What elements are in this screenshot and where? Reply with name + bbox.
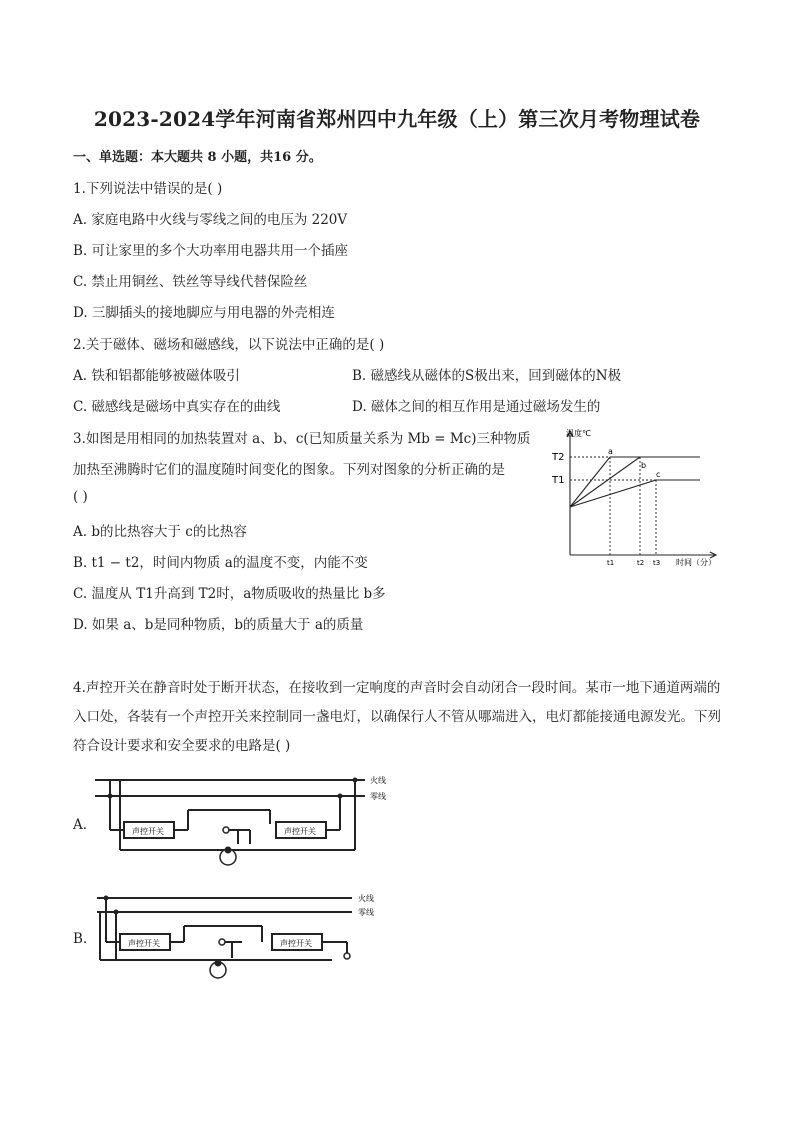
q4-stem: 4.声控开关在静音时处于断开状态，在接收到一定响度的声音时会自动闭合一段时间。某市一地下通道两端的入口处，各装有一个声控开关来控制同一盏电灯，以确保行人不管从哪端进入，电灯都能接通电源发光。下列符合设计要求和安全要求的电路是( ) [73, 680, 721, 754]
graph-t2-label: T2 [552, 452, 565, 463]
graph-x-label: 时间（分） [676, 558, 716, 567]
switch-2-label: 声控开关 [280, 939, 312, 948]
q3-option-a[interactable]: A. b的比热容大于 c的比热容 [73, 524, 247, 540]
neutral-wire-label: 零线 [370, 792, 386, 801]
live-wire-label: 火线 [358, 894, 374, 903]
q2-option-b[interactable]: B. 磁感线从磁体的S极出来，回到磁体的N极 [352, 368, 622, 384]
graph-line-a [570, 457, 610, 507]
q2-option-d[interactable]: D. 磁体之间的相互作用是通过磁场发生的 [352, 399, 601, 415]
q2-option-a[interactable]: A. 铁和铝都能够被磁体吸引 [73, 368, 240, 384]
section-heading: 一、单选题：本大题共 8 小题，共16 分。 [73, 150, 322, 165]
neutral-wire-label: 零线 [358, 908, 374, 917]
q1-option-a[interactable]: A. 家庭电路中火线与零线之间的电压为 220V [73, 212, 348, 228]
live-wire-label: 火线 [370, 776, 386, 785]
graph-line-c [570, 480, 656, 507]
q3-option-d[interactable]: D. 如果 a、b是同种物质，b的质量大于 a的质量 [73, 617, 364, 633]
q3-stem-line2: 加热至沸腾时它们的温度随时间变化的图象。下列对图象的分析正确的是 [73, 462, 505, 478]
graph-line-b [570, 457, 640, 507]
q4-option-b-label[interactable]: B. [73, 931, 88, 947]
q4-option-a-label[interactable]: A. [73, 817, 88, 833]
graph-c-label: c [656, 470, 661, 479]
graph-x1-label: t1 [607, 559, 615, 567]
graph-a-label: a [608, 447, 613, 456]
circuit-diagram-b[interactable] [92, 890, 392, 985]
graph-x2-label: t2 [637, 559, 645, 567]
q1-option-d[interactable]: D. 三脚插头的接地脚应与用电器的外壳相连 [73, 305, 335, 321]
q2-option-c[interactable]: C. 磁感线是磁场中真实存在的曲线 [73, 399, 281, 415]
switch-1-label: 声控开关 [132, 827, 164, 836]
switch-2-label: 声控开关 [284, 827, 316, 836]
q3-stem-line3: ( ) [73, 489, 88, 505]
graph-x3-label: t3 [653, 559, 661, 567]
graph-b-label: b [641, 461, 647, 470]
q3-option-b[interactable]: B. t1 − t2，时间内物质 a的温度不变，内能不变 [73, 555, 368, 571]
q2-stem: 2.关于磁体、磁场和磁感线，以下说法中正确的是( ) [73, 337, 385, 353]
page-title: 2023-2024学年河南省郑州四中九年级（上）第三次月考物理试卷 [93, 107, 701, 131]
q1-option-c[interactable]: C. 禁止用铜丝、铁丝等导线代替保险丝 [73, 274, 308, 290]
switch-1-label: 声控开关 [128, 939, 160, 948]
bulb-icon [210, 960, 226, 979]
q1-stem: 1.下列说法中错误的是( ) [73, 181, 223, 197]
q3-option-c[interactable]: C. 温度从 T1升高到 T2时，a物质吸收的热量比 b多 [73, 586, 386, 602]
circuit-diagram-a[interactable] [90, 772, 410, 872]
temperature-time-graph [548, 425, 724, 570]
graph-y-label: 温度℃ [566, 429, 591, 438]
q3-stem-line1: 3.如图是用相同的加热装置对 a、b、c(已知质量关系为 Mb = Mc)三种物质 [73, 431, 531, 447]
q1-option-b[interactable]: B. 可让家里的多个大功率用电器共用一个插座 [73, 243, 349, 259]
graph-t1-label: T1 [552, 475, 565, 486]
